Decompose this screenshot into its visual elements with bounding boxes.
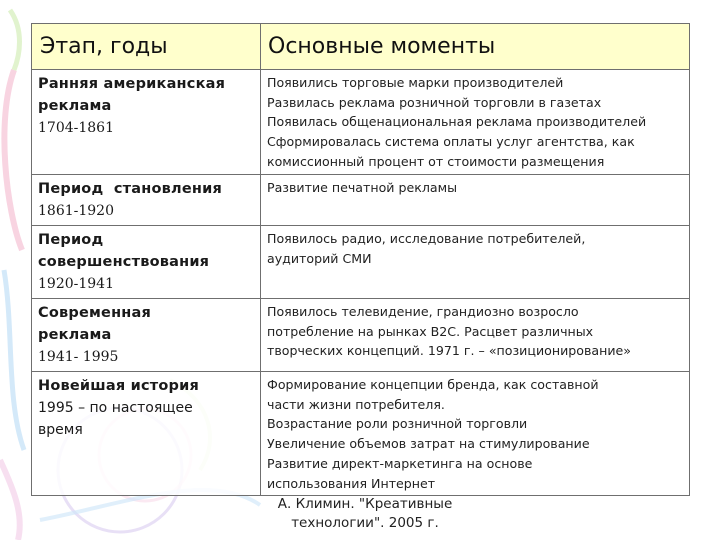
moment-line: Формирование концепции бренда, как составной	[267, 377, 599, 392]
stage-cell	[32, 299, 261, 372]
stage-years: 1861-1920	[38, 203, 114, 219]
moment-line: части жизни потребителя.	[267, 396, 445, 412]
citation-line: А. Климин. "Креативные	[277, 496, 453, 512]
moment-line: комиссионный процент от стоимости размещения	[267, 153, 605, 169]
moment-line: Появилось телевидение, грандиозно возросло	[267, 304, 579, 319]
header-stage-years: Этап, годы	[32, 24, 261, 70]
table-row	[32, 299, 690, 372]
stage-cell	[32, 372, 261, 496]
header-key-points: Основные моменты	[261, 24, 690, 70]
stage-name: реклама	[38, 327, 112, 343]
table-header-row	[32, 24, 690, 70]
moment-line: Появились торговые марки производителей	[267, 75, 564, 90]
source-citation	[255, 495, 475, 533]
moment-line: аудиторий СМИ	[267, 250, 372, 266]
stage-cell	[32, 226, 261, 299]
moment-line: Возрастание роли розничной торговли	[267, 416, 528, 432]
stage-name: Современная	[38, 305, 152, 321]
advertising-history-table	[31, 23, 690, 496]
moments-cell	[261, 175, 690, 226]
moment-line: Сформировалась система оплаты услуг агентства, как	[267, 134, 635, 150]
left-swirl-decoration	[0, 10, 24, 540]
moment-line: потребление на рынках B2C. Расцвет различных	[267, 323, 594, 339]
table-row	[32, 70, 690, 175]
stage-years: 1920-1941	[38, 276, 114, 292]
citation-line: технологии". 2005 г.	[291, 515, 439, 531]
moment-line: творческих концепций. 1971 г. – «позиционирование»	[267, 343, 631, 359]
stage-name: Период становления	[38, 181, 222, 197]
stage-cell	[32, 70, 261, 175]
moment-line: использования Интернет	[267, 475, 436, 491]
stage-years: время	[38, 422, 83, 438]
moments-cell	[261, 226, 690, 299]
moment-line: Увеличение объемов затрат на стимулирование	[267, 436, 590, 452]
stage-years: 1995 – по настоящее	[38, 400, 193, 416]
stage-name: совершенствования	[38, 254, 210, 270]
stage-name: Ранняя американская	[38, 76, 226, 92]
stage-years: 1704-1861	[38, 120, 114, 136]
table-row	[32, 226, 690, 299]
moment-line: Развитие печатной рекламы	[267, 180, 458, 195]
table-row	[32, 175, 690, 226]
stage-name: Новейшая история	[38, 378, 199, 394]
stage-name: реклама	[38, 98, 112, 114]
moments-cell	[261, 299, 690, 372]
moment-line: Появилось радио, исследование потребителей,	[267, 231, 586, 246]
moment-line: Появилась общенациональная реклама производителей	[267, 114, 647, 130]
moments-cell	[261, 372, 690, 496]
stage-name: Период	[38, 232, 104, 248]
stage-cell	[32, 175, 261, 226]
moment-line: Развитие директ-маркетинга на основе	[267, 455, 533, 471]
moment-line: Развилась реклама розничной торговли в газетах	[267, 94, 602, 110]
moments-cell	[261, 70, 690, 175]
table-row	[32, 372, 690, 496]
stage-years: 1941- 1995	[38, 349, 119, 365]
